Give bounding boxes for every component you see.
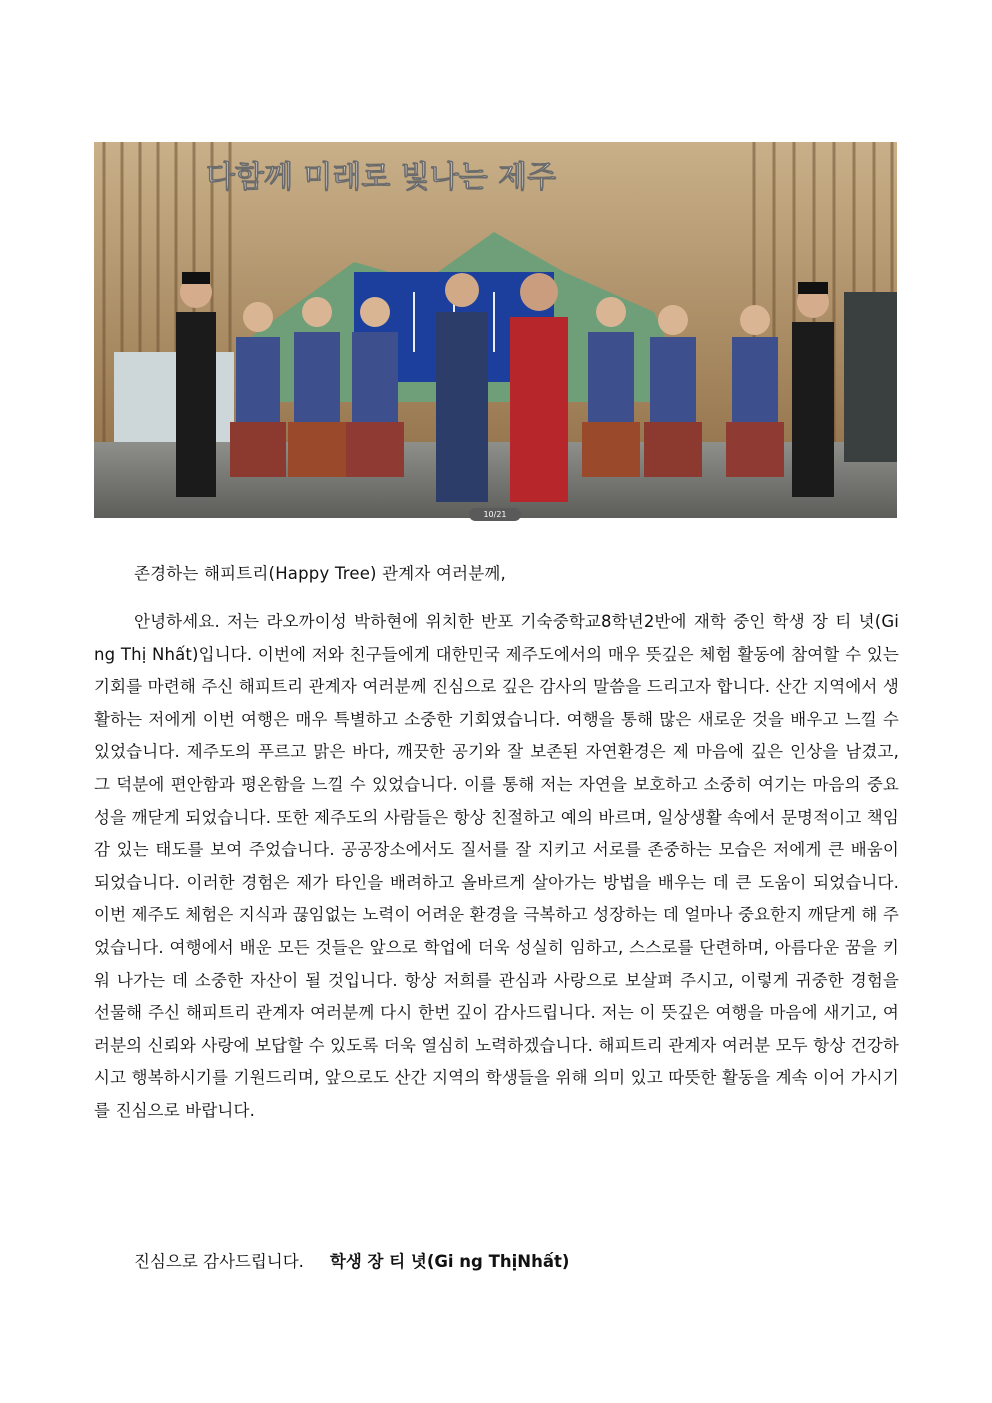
letter-greeting: 존경하는 해피트리(Happy Tree) 관계자 여러분께, bbox=[134, 564, 506, 583]
banner-text: 다함께 미래로 빛나는 제주 bbox=[206, 160, 557, 195]
letter-body: 안녕하세요. 저는 라오까이성 박하현에 위치한 반포 기숙중학교8학년2반에 재학 중인 학생 장 티 녓(Gi ng Thị Nhất)입니다. 이번에 저와 친구들에게 대한민국 제주도에서의 매우 뜻깊은 체험 활동에 참여할 수 있는 기회를 마련해 주신 해피트리 관계자 여러분께 진심으로 깊은 감사의 말씀을 드리고자 합니다. 산간 지역에서 생활하는 저에게 이번 여행은 매우 특별하고 소중한 기회였습니다. 여행을 통해 많은 새로운 것을 배우고 느낄 수 있었습니다. 제주도의 푸르고 맑은 바다, 깨끗한 공기와 잘 보존된 자연환경은 제 마음에 깊은 인상을 남겼고, 그 덕분에 편안함과 평온함을 느낄 수 있었습니다. 이를 통해 저는 자연을 보호하고 소중히 여기는 마음의 중요성을 깨닫게 되었습니다. 또한 제주도의 사람들은 항상 친절하고 예의 바르며, 일상생활 속에서 문명적이고 책임감 있는 태도를 보여 주었습니다. 공공장소에서도 질서를 잘 지키고 서로를 존중하는 모습은 저에게 큰 배움이 되었습니다. 이러한 경험은 제가 타인을 배려하고 올바르게 살아가는 방법을 배우는 데 큰 도움이 되었습니다. 이번 제주도 체험은 지식과 끊임없는 노력이 어려운 환경을 극복하고 성장하는 데 얼마나 중요한지 깨닫게 해 주었습니다. 여행에서 배운 모든 것들은 앞으로 학업에 더욱 성실히 임하고, 스스로를 단련하며, 아름다운 꿈을 키워 나가는 데 소중한 자산이 될 것입니다. 항상 저희를 관심과 사랑으로 보살펴 주시고, 이렇게 귀중한 경험을 선물해 주신 해피트리 관계자 여러분께 다시 한번 깊이 감사드립니다. 저는 이 뜻깊은 여행을 마음에 새기고, 여러분의 신뢰와 사랑에 보답할 수 있도록 더욱 열심히 노력하겠습니다. 해피트리 관계자 여러분 모두 항상 건강하시고 행복하시기를 기원드리며, 앞으로도 산간 지역의 학생들을 위해 의미 있고 따뜻한 활동을 계속 이어 가시기를 진심으로 바랍니다. bbox=[94, 612, 899, 1120]
group-photo bbox=[94, 142, 897, 518]
closing-text: 진심으로 감사드립니다. bbox=[134, 1252, 304, 1271]
signature: 학생 장 티 녓(Gi ng ThịNhất) bbox=[329, 1252, 570, 1271]
letter-closing bbox=[94, 1248, 899, 1272]
slide-counter: 10/21 bbox=[469, 508, 521, 521]
photo-illustration bbox=[94, 142, 897, 518]
